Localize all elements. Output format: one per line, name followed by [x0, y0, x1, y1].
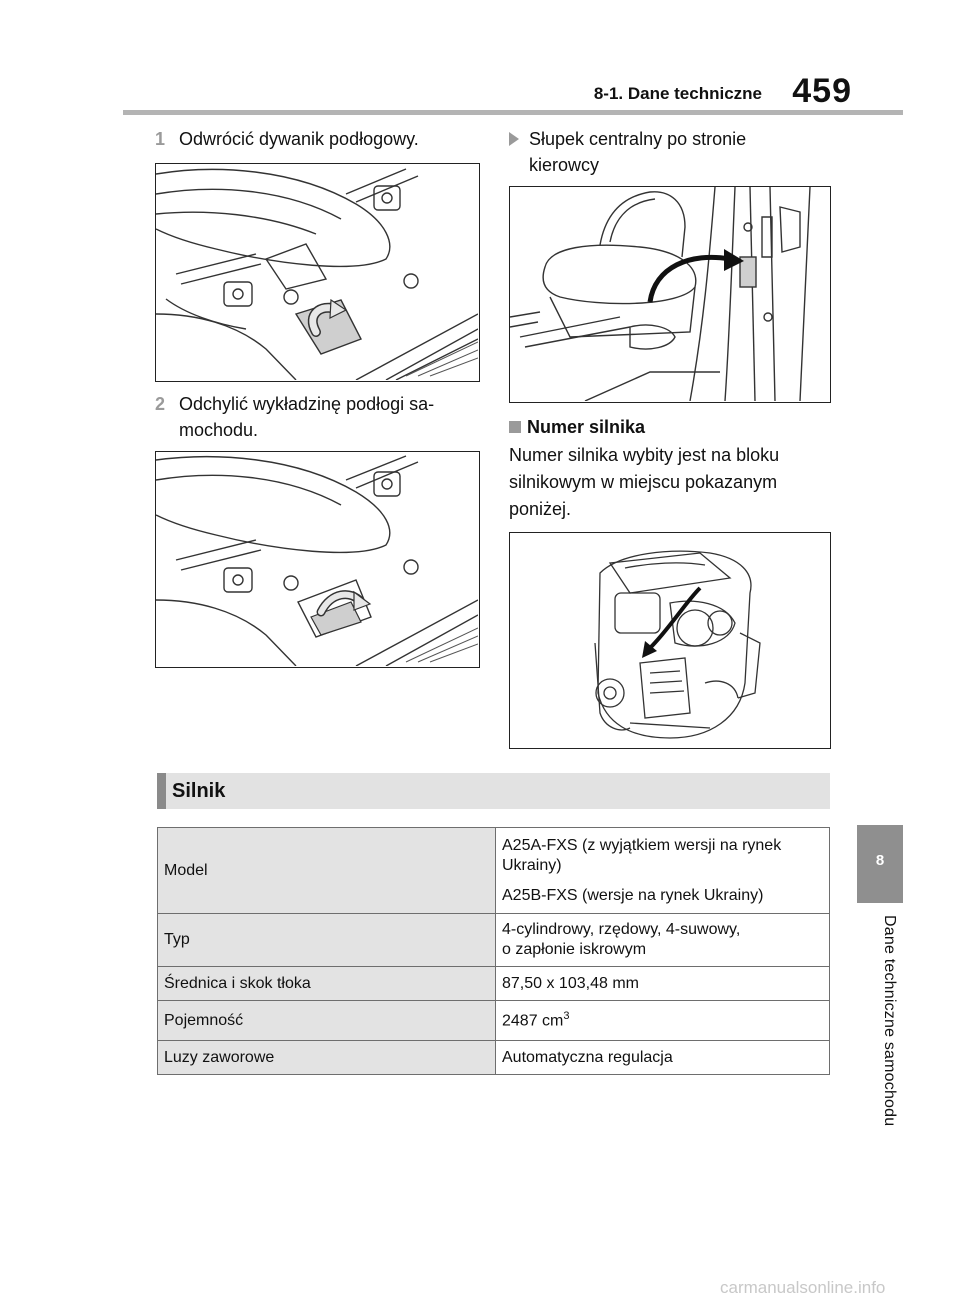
displacement-value: 2487 cm — [502, 1012, 564, 1030]
section-header-bar — [157, 773, 166, 809]
section-header-title: Silnik — [172, 780, 226, 802]
chapter-label: Dane techniczne samochodu — [881, 915, 898, 1127]
figure-center-pillar — [509, 186, 831, 403]
step-2 — [155, 391, 434, 417]
table-row — [158, 914, 830, 967]
table-key: Pojemność — [158, 1001, 496, 1041]
bullet-pillar — [509, 126, 746, 152]
page-number: 459 — [792, 72, 852, 110]
engine-number-text-2: silnikowym w miejscu pokazanym — [509, 472, 778, 492]
bullet-pillar-line2: kierowcy — [529, 155, 600, 175]
table-value: 87,50 x 103,48 mm — [496, 967, 830, 1001]
engine-number-heading: Numer silnika — [509, 414, 645, 441]
table-value-line: A25A-FXS (z wyjątkiem wersji na rynek Ukrainy) — [502, 836, 782, 874]
floor-carpet-illustration — [156, 452, 478, 666]
step-1-number: 1 — [155, 129, 166, 149]
floor-mat-illustration — [156, 164, 478, 380]
engine-spec-table — [157, 827, 830, 1075]
table-row — [158, 967, 830, 1001]
table-key: Model — [158, 828, 496, 914]
engine-number-text-3: poniżej. — [509, 499, 572, 519]
square-bullet-icon — [509, 421, 521, 433]
step-2-number: 2 — [155, 394, 166, 414]
displacement-unit-exponent: 3 — [563, 1010, 570, 1023]
header-rule — [123, 110, 903, 115]
step-1 — [155, 126, 419, 152]
table-value: Automatyczna regulacja — [496, 1041, 830, 1075]
section-title: 8-1. Dane techniczne — [593, 84, 762, 103]
table-value — [496, 828, 830, 914]
engine-number-text-1: Numer silnika wybity jest na bloku — [509, 445, 780, 465]
table-row — [158, 1041, 830, 1075]
table-value — [496, 914, 830, 967]
figure-floor-mat — [155, 163, 480, 382]
section-header — [157, 773, 830, 809]
table-value-line: 4-cylindrowy, rzędowy, 4-suwowy, — [502, 921, 741, 938]
center-pillar-illustration — [510, 187, 829, 401]
step-2-text-line1: Odchylić wykładzinę podłogi sa- — [179, 394, 435, 414]
figure-floor-carpet — [155, 451, 480, 668]
table-key: Typ — [158, 914, 496, 967]
step-2-text-line2: mochodu. — [179, 420, 259, 440]
table-key: Średnica i skok tłoka — [158, 967, 496, 1001]
table-value-line: o zapłonie iskrowym — [502, 941, 647, 958]
table-value-line: A25B-FXS (wersje na rynek Ukrainy) — [502, 886, 764, 904]
table-value — [496, 1001, 830, 1041]
watermark: carmanualsonline.info — [720, 1278, 886, 1297]
step-1-text: Odwrócić dywanik podłogowy. — [179, 129, 419, 149]
table-row — [158, 828, 830, 914]
bullet-pillar-line1: Słupek centralny po stronie — [529, 129, 747, 149]
figure-engine — [509, 532, 831, 749]
table-key: Luzy zaworowe — [158, 1041, 496, 1075]
bullet-triangle-icon — [509, 132, 519, 146]
engine-illustration — [510, 533, 829, 747]
table-row — [158, 1001, 830, 1041]
chapter-number: 8 — [875, 852, 885, 869]
